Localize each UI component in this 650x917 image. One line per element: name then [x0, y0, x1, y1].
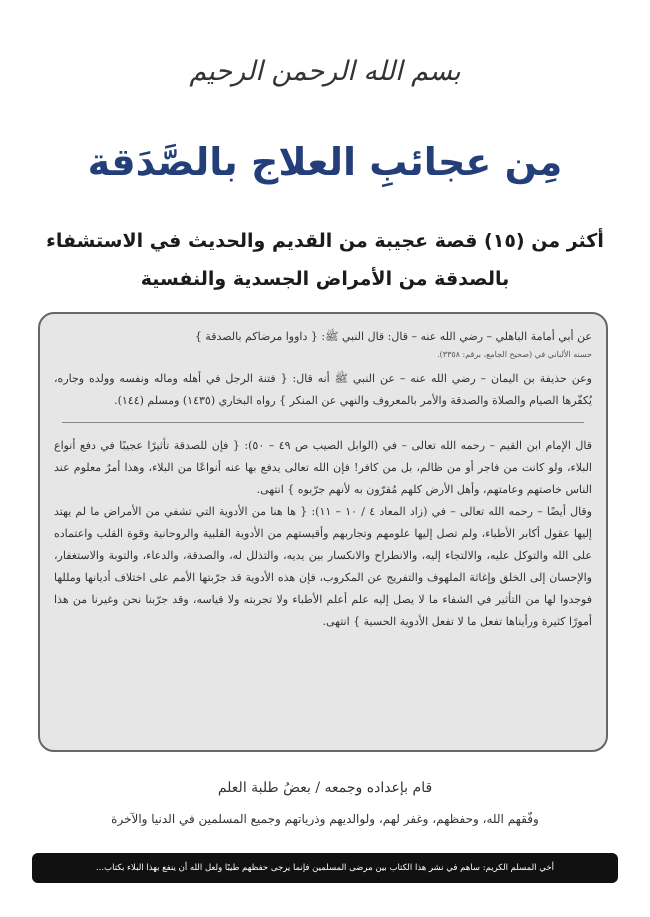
subtitle-line-1: أكثر من (١٥) قصة عجيبة من القديم والحديث في الاستشفاء: [46, 230, 604, 252]
quotes-box: [38, 312, 608, 752]
basmala-calligraphy: بسم الله الرحمن الرحيم: [189, 56, 461, 87]
prayer-line: وفّقهم الله، وحفظهم، وغفر لهم، ولوالديهم وذرياتهم وجميع المسلمين في الدنيا والآخرة: [111, 812, 539, 826]
page-subtitle: [40, 222, 610, 298]
subtitle-line-2: بالصدقة من الأمراض الجسدية والنفسية: [140, 268, 510, 290]
bottom-notice-bar: أخي المسلم الكريم: ساهم في نشر هذا الكتاب بين مرضى المسلمين فإنما يرجى حفظهم طيبًا ولعل الله أن ينفع بهذا البلاء بكتاب...: [32, 853, 618, 883]
divider: [62, 422, 584, 423]
hadith-2: وعن حذيفة بن اليمان – رضي الله عنه – عن النبي ﷺ أنه قال: { فتنة الرجل في أهله وماله ونفسه وولده وجاره، يُكفّرها الصيام والصلاة والصدقة والأمر بالمعروف والنهي عن المنكر } رواه البخاري (١٤٣٥) ومسلم (١٤٤).: [54, 372, 592, 407]
ibn-qayyim-quote-2: وقال أيضًا – رحمه الله تعالى – في (زاد المعاد ٤ / ١٠ – ١١): { ها هنا من الأدوية التي تشفي من الأمراض ما لم يهتد إليها عقول أكابر الأطباء، ولم تصل إليها علومهم وتجاربهم وأقيستهم من الأدوية القلبية والروحانية وقوة القلب واعتماده على الله والتوكل عليه، والالتجاء إليه، والانطراح والانكسار بين يديه، والتذلل له، والصدقة، والدعاء، والتوبة والاستغفار، والإحسان إلى الخلق وإغاثة الملهوف والتفريج عن المكروب، فإن هذه الأدوية قد جرّبتها الأمم على اختلاف أديانها ومللها فوجدوا لها من التأثير في الشفاء ما لا يصل إليه علم أعلم الأطباء ولا تجربته ولا قياسه، وقد جرّبنا نحن وغيرنا من هذا أمورًا كثيرة ورأيناها تفعل ما لا تفعل الأدوية الحسية } انتهى.: [54, 505, 592, 628]
page-title: مِن عجائبِ العلاج بالصَّدَقة: [87, 140, 563, 184]
hadith-1: عن أبي أمامة الباهلي – رضي الله عنه – قال: قال النبي ﷺ: { داووا مرضاكم بالصدقة }: [194, 330, 592, 343]
hadith-1-note: حسنه الألباني في (صحيح الجامع، برقم: ٣٣٥٨).: [437, 350, 592, 359]
author-credit: قام بإعداده وجمعه / بعضُ طلبة العلم: [217, 780, 433, 796]
ibn-qayyim-quote-1: قال الإمام ابن القيم – رحمه الله تعالى – في (الوابل الصيب ص ٤٩ – ٥٠): { فإن للصدقة تأثيرًا عجيبًا في دفع أنواع البلاء، ولو كانت من فاجر أو من ظالم، بل من كافر! فإن الله تعالى يدفع بها عنه أنواعًا من البلاء، وهذا أمرٌ معلوم عند الناس خاصتهم وعامتهم، وأهل الأرض كلهم مُقرّون به لأنهم جرّبوه } انتهى.: [54, 439, 592, 496]
